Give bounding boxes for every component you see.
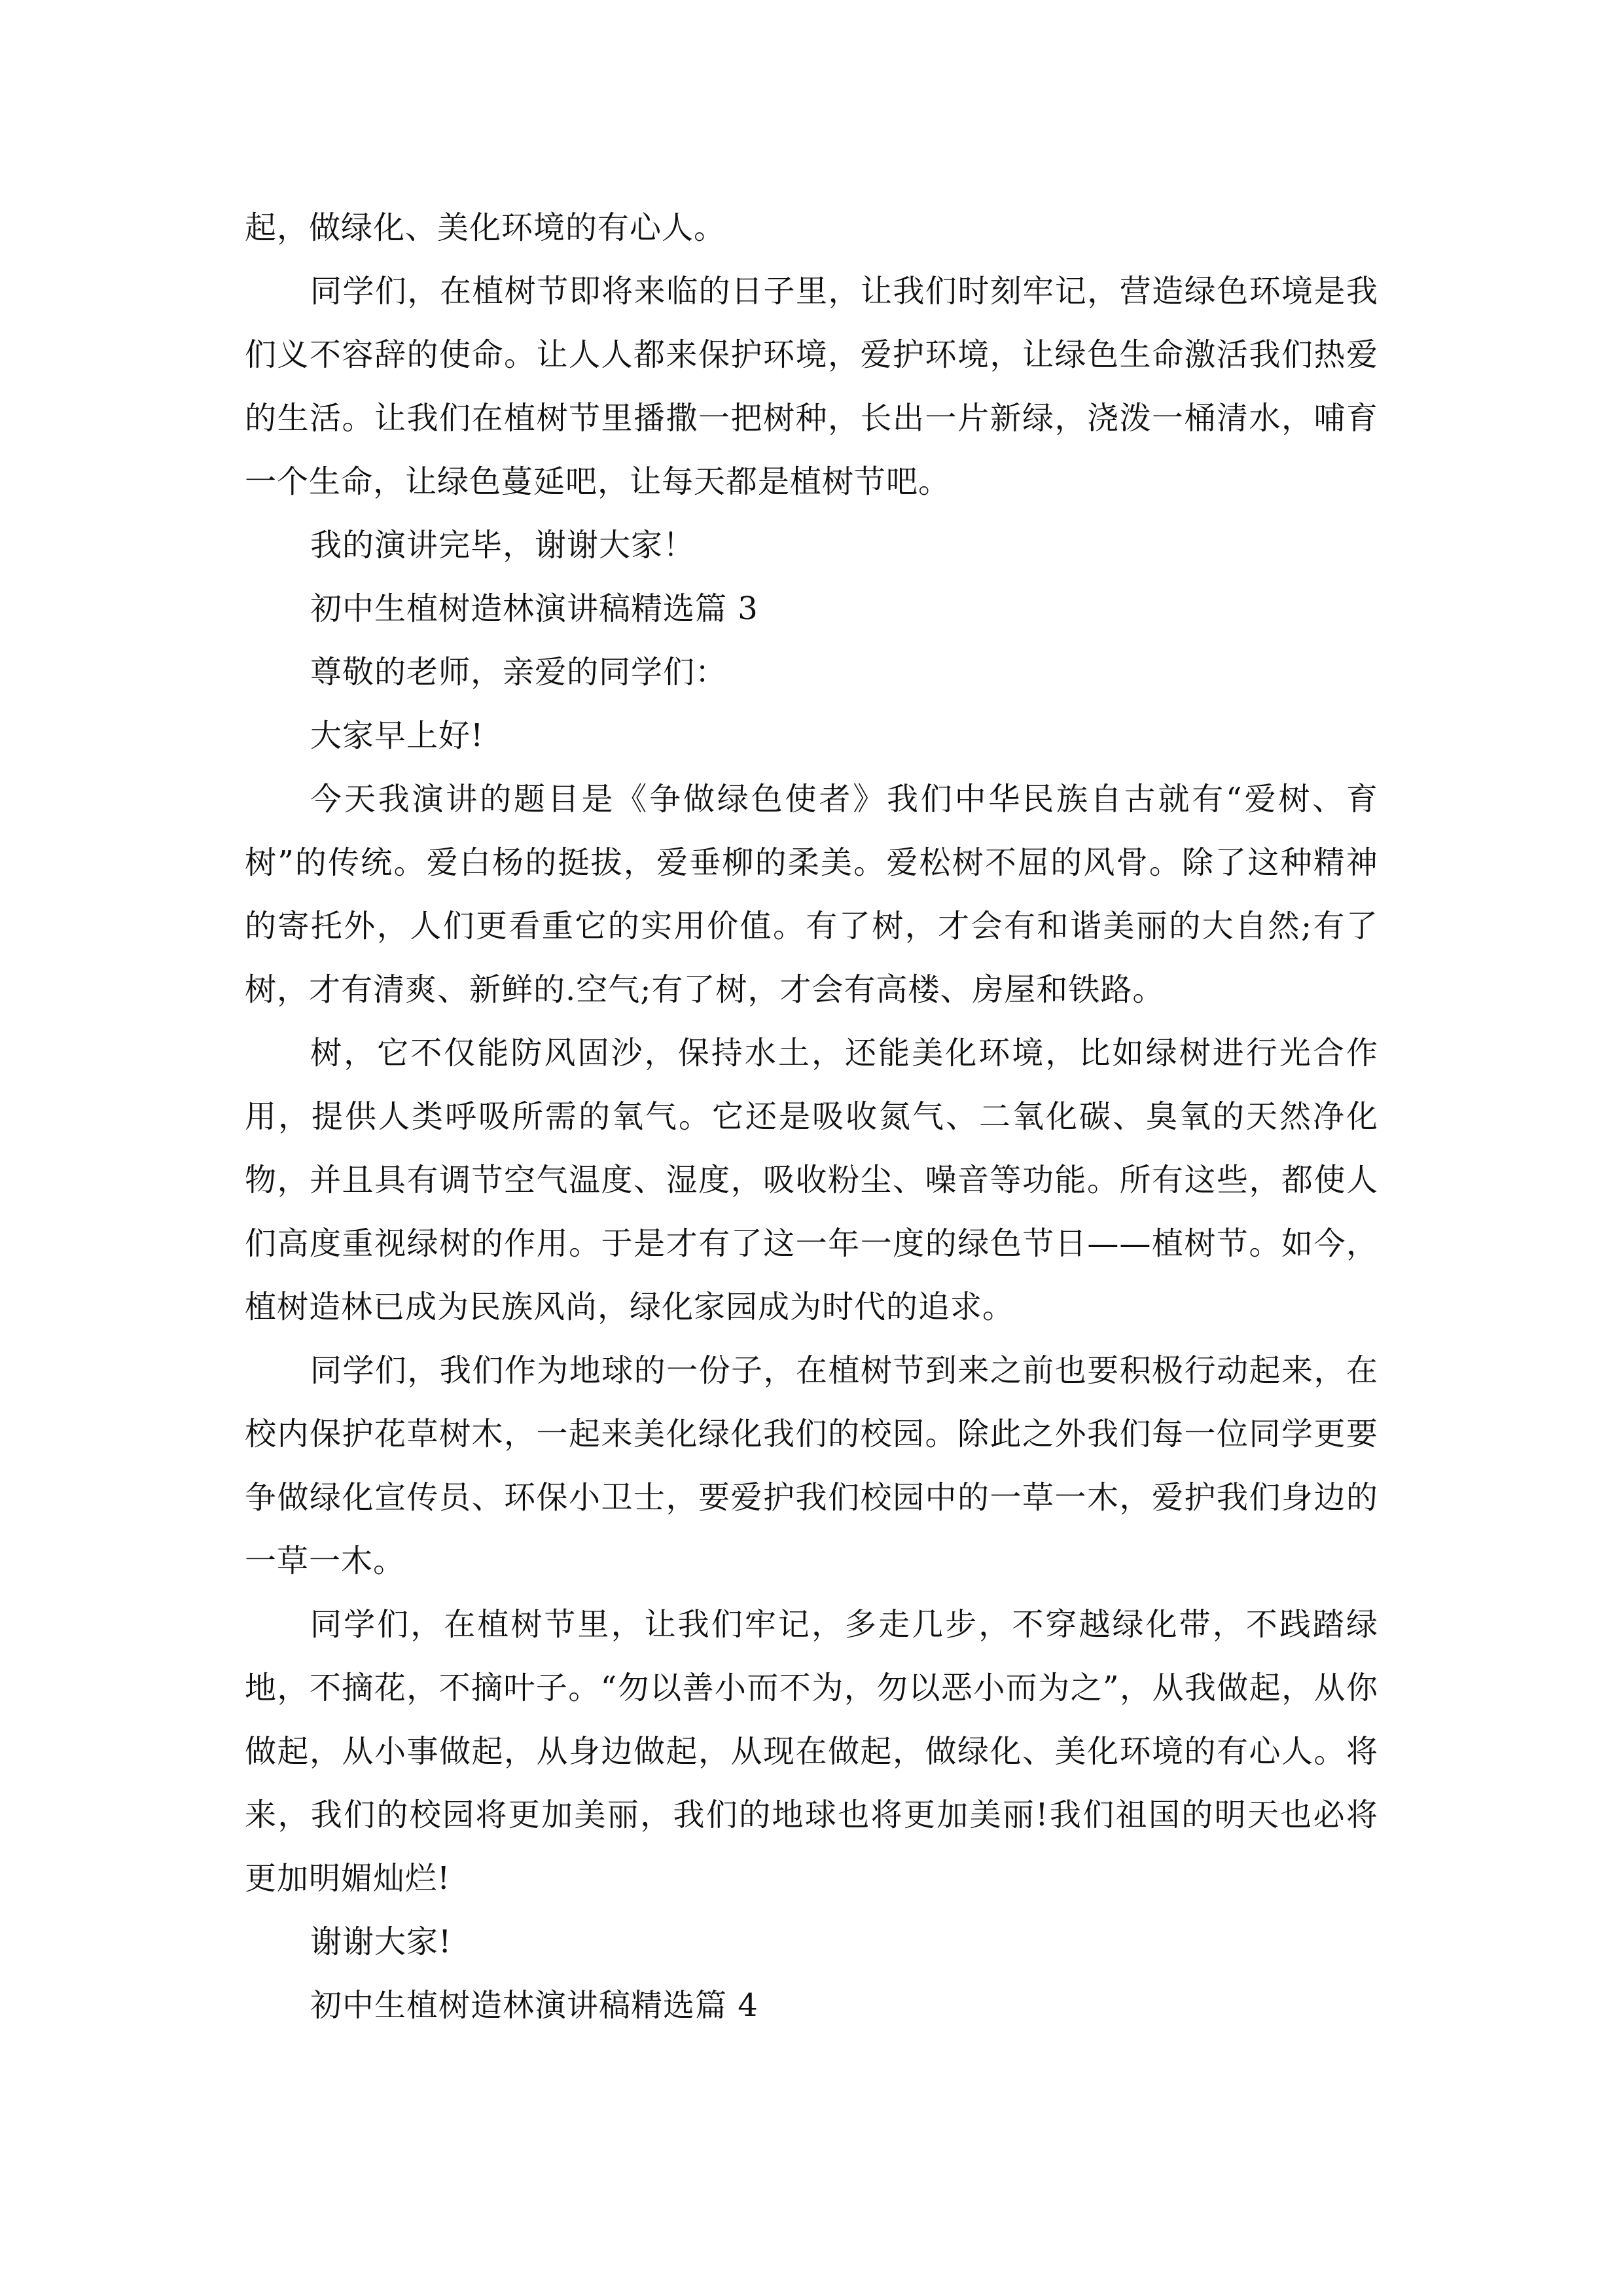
paragraph-pledge: 同学们，在植树节里，让我们牢记，多走几步，不穿越绿化带，不践踏绿地，不摘花，不摘叶子。“勿以善小而不为，勿以恶小而为之”，从我做起，从你做起，从小事做起，从身边做起，从现在做起，做绿化、美化环境的有心人。将来，我们的校园将更加美丽，我们的地球也将更加美丽!我们祖国的明天也必将更加明媚灿烂! xyxy=(245,1606,1378,1897)
paragraph-continuation: 起，做绿化、美化环境的有心人。 xyxy=(245,209,726,246)
section-heading-4: 初中生植树造林演讲稿精选篇 4 xyxy=(310,1987,758,2024)
document-body xyxy=(245,196,1378,2037)
paragraph-closing-appeal: 同学们，在植树节即将来临的日子里，让我们时刻牢记，营造绿色环境是我们义不容辞的使命。让人人都来保护环境，爱护环境，让绿色生命激活我们热爱的生活。让我们在植树节里播撒一把树种，长出一片新绿，浇泼一桶清水，哺育一个生命，让绿色蔓延吧，让每天都是植树节吧。 xyxy=(245,273,1378,500)
greeting: 大家早上好! xyxy=(310,717,484,754)
paragraph-speech-end: 我的演讲完毕，谢谢大家！ xyxy=(310,527,696,564)
thanks: 谢谢大家! xyxy=(310,1924,452,1960)
paragraph-call-to-action: 同学们，我们作为地球的一份子，在植树节到来之前也要积极行动起来，在校内保护花草树木，一起来美化绿化我们的校园。除此之外我们每一位同学更要争做绿化宣传员、环保小卫士，要爱护我们校园中的一草一木，爱护我们身边的一草一木。 xyxy=(245,1352,1378,1579)
salutation: 尊敬的老师，亲爱的同学们： xyxy=(310,654,728,691)
paragraph-tree-benefits: 树，它不仅能防风固沙，保持水土，还能美化环境，比如绿树进行光合作用，提供人类呼吸所需的氧气。它还是吸收氮气、二氧化碳、臭氧的天然净化物，并且具有调节空气温度、湿度，吸收粉尘、噪音等功能。所有这些，都使人们高度重视绿树的作用。于是才有了这一年一度的绿色节日——植树节。如今，植树造林已成为民族风尚，绿化家园成为时代的追求。 xyxy=(245,1035,1378,1325)
paragraph-topic: 今天我演讲的题目是《争做绿色使者》我们中华民族自古就有“爱树、育树”的传统。爱白杨的挺拔，爱垂柳的柔美。爱松树不屈的风骨。除了这种精神的寄托外，人们更看重它的实用价值。有了树，才会有和谐美丽的大自然;有了树，才有清爽、新鲜的.空气;有了树，才会有高楼、房屋和铁路。 xyxy=(245,781,1378,1008)
section-heading-3: 初中生植树造林演讲稿精选篇 3 xyxy=(310,590,758,627)
